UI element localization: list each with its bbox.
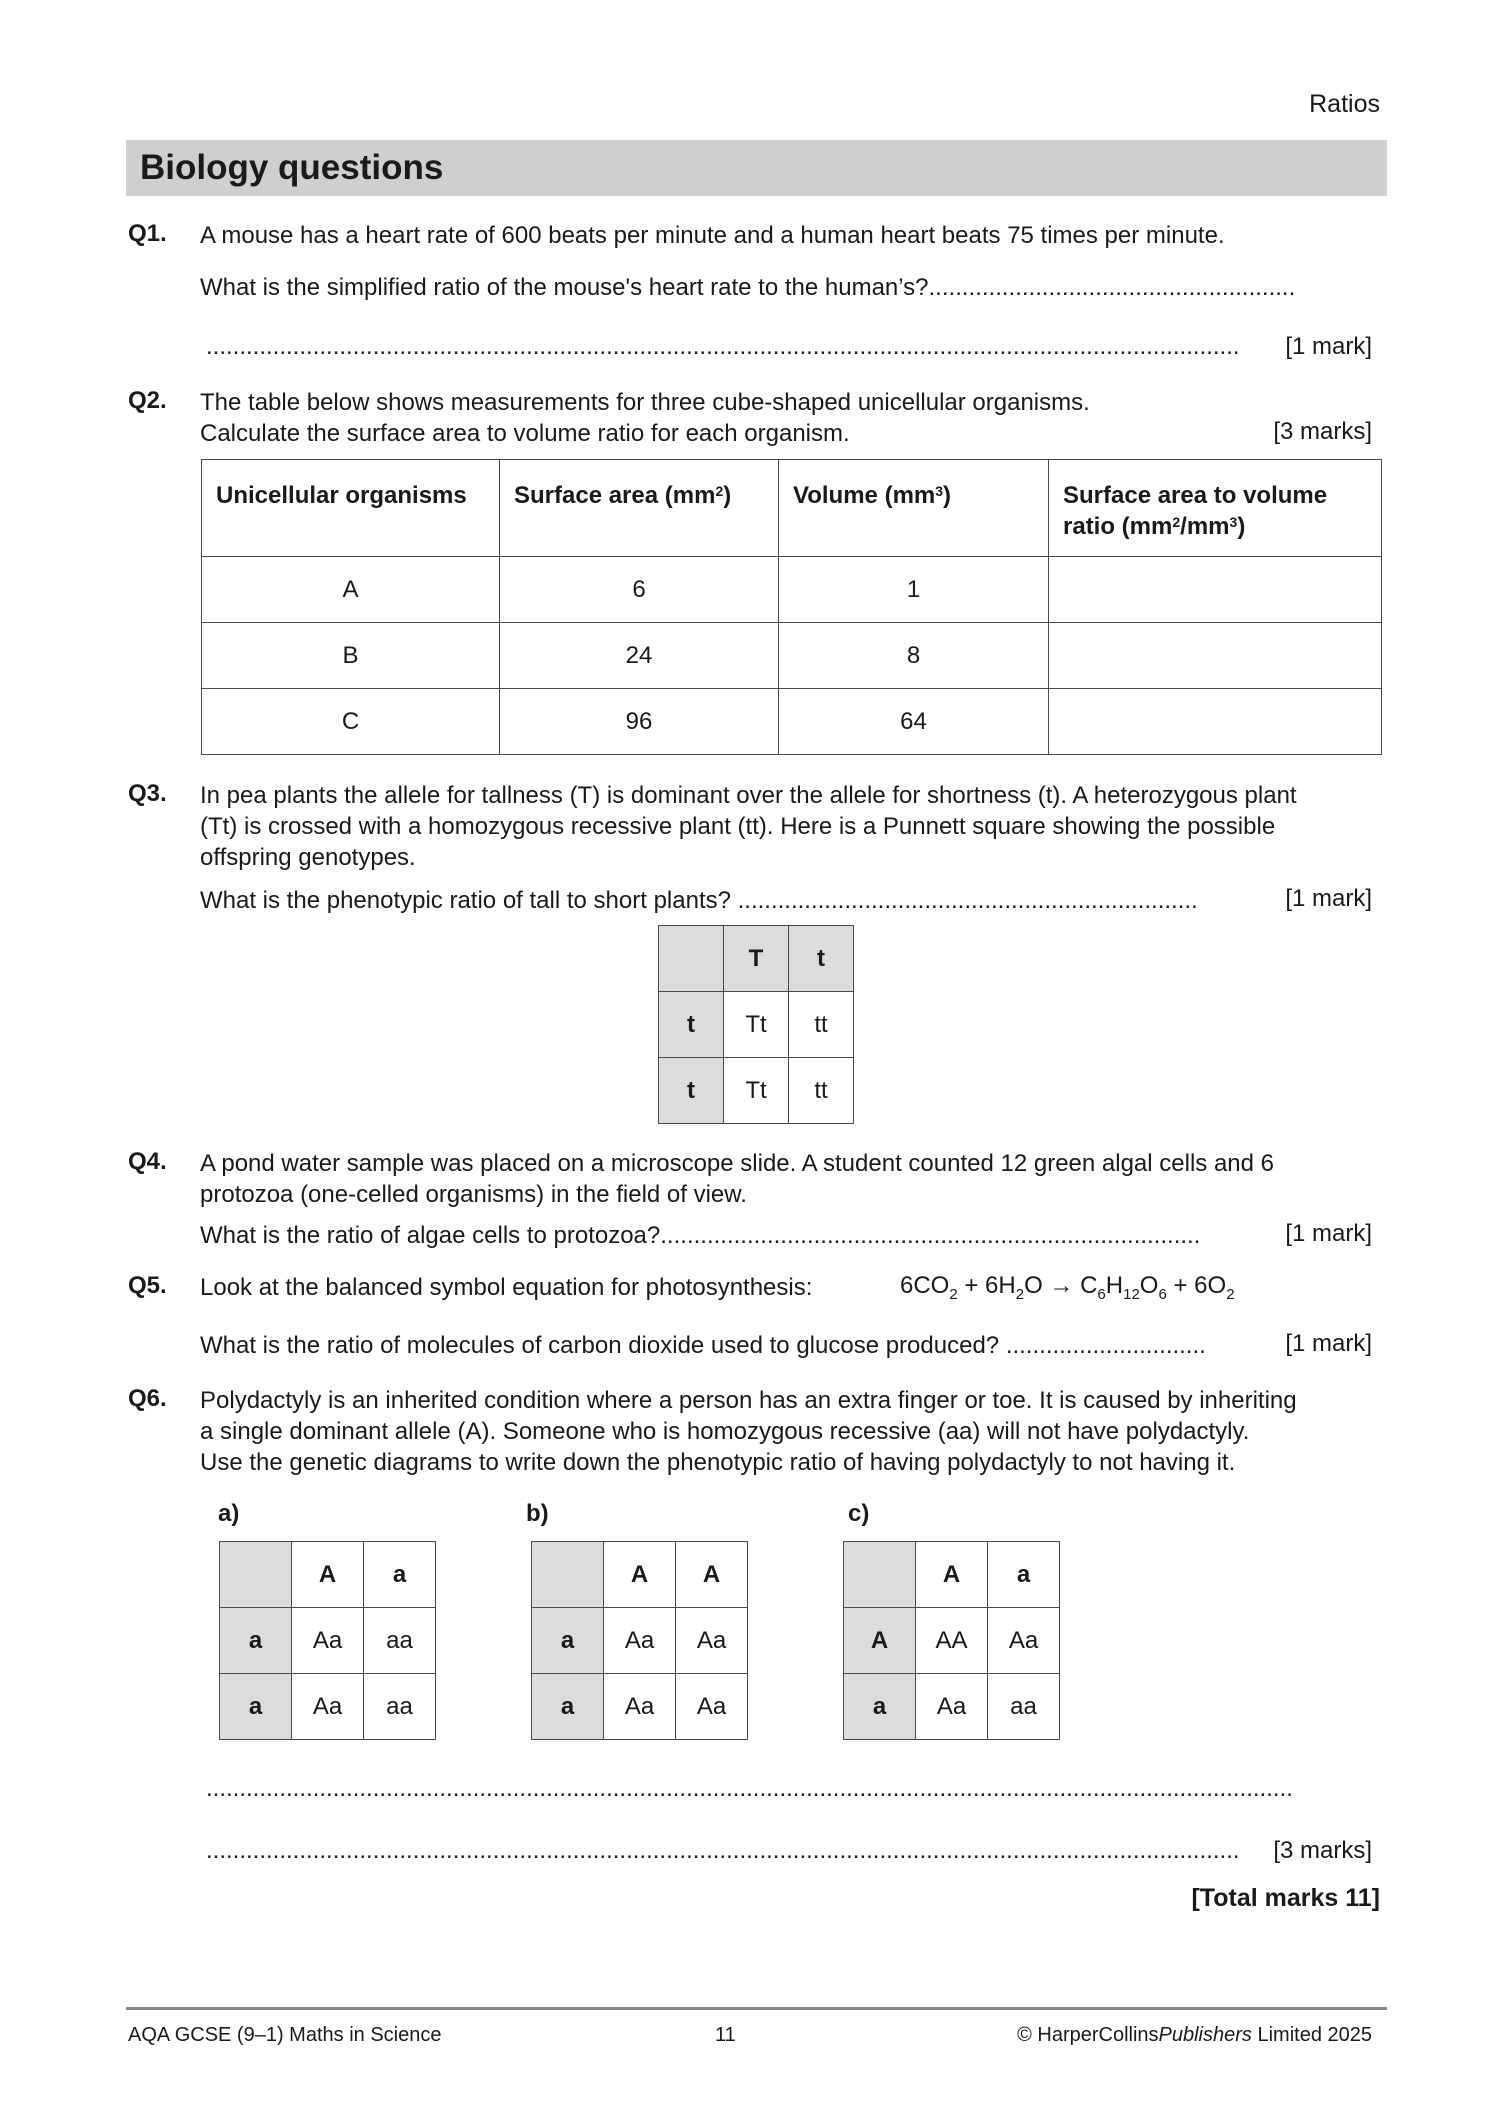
cell-surface-area: 6: [500, 557, 779, 623]
table-row: [202, 557, 1382, 623]
section-tag: Ratios: [1309, 90, 1380, 118]
punnett-cell: tt: [789, 992, 854, 1058]
punnett-col-header: A: [604, 1542, 676, 1608]
punnett-cell: aa: [364, 1608, 436, 1674]
punnett-cell: Aa: [988, 1608, 1060, 1674]
punnett-cell: Aa: [292, 1674, 364, 1740]
cell-volume: 8: [779, 623, 1049, 689]
punnett-corner: [844, 1542, 916, 1608]
punnett-cell: Aa: [916, 1674, 988, 1740]
cell-ratio-answer[interactable]: [1049, 689, 1382, 755]
title-bar: [126, 140, 1387, 196]
q3-line1: In pea plants the allele for tallness (T) is dominant over the allele for shortness (t). A heterozygous plant: [200, 782, 1297, 809]
punnett-row-header: a: [220, 1608, 292, 1674]
diagram-a-label: a): [218, 1500, 240, 1527]
punnett-row-header: t: [659, 1058, 724, 1124]
q4-mark: [1 mark]: [1285, 1220, 1372, 1247]
q4-line1: A pond water sample was placed on a microscope slide. A student counted 12 green algal cells and 6: [200, 1150, 1275, 1177]
q4-line2: protozoa (one-celled organisms) in the field of view.: [200, 1181, 747, 1208]
punnett-cell: Aa: [676, 1608, 748, 1674]
punnett-col-header: A: [292, 1542, 364, 1608]
punnett-cell: Aa: [292, 1608, 364, 1674]
punnett-cell: AA: [916, 1608, 988, 1674]
col-header-organisms: Unicellular organisms: [202, 460, 500, 557]
punnett-row-header: a: [532, 1608, 604, 1674]
q3-question-text: What is the phenotypic ratio of tall to short plants?: [200, 887, 731, 914]
cell-volume: 64: [779, 689, 1049, 755]
total-marks: [Total marks 11]: [1191, 1884, 1380, 1912]
q3-punnett-square: [658, 925, 854, 1124]
q5-question: [200, 1330, 1206, 1361]
page-number: 11: [715, 2024, 736, 2046]
punnett-cell: aa: [988, 1674, 1060, 1740]
punnett-row-header: a: [844, 1674, 916, 1740]
q5-question-text: What is the ratio of molecules of carbon dioxide used to glucose produced?: [200, 1332, 1000, 1359]
q6-text: [200, 1385, 1297, 1478]
punnett-corner: [220, 1542, 292, 1608]
q6-answer-line-2: ...........................................................................................................................................................: [206, 1837, 1240, 1864]
cell-ratio-answer[interactable]: [1049, 557, 1382, 623]
table-row: [202, 623, 1382, 689]
punnett-cell: Aa: [604, 1674, 676, 1740]
cell-organism: C: [202, 689, 500, 755]
table-header-row: [202, 460, 1382, 557]
footer-book-title: AQA GCSE (9–1) Maths in Science: [128, 2024, 442, 2046]
q6-line2: a single dominant allele (A). Someone who is homozygous recessive (aa) will not have polydactyly.: [200, 1418, 1250, 1445]
genetic-diagram-b: [531, 1541, 748, 1740]
punnett-cell: Aa: [676, 1674, 748, 1740]
q1-number: Q1.: [128, 220, 167, 247]
diagram-b-label: b): [526, 1500, 549, 1527]
q5-text: Look at the balanced symbol equation for photosynthesis:: [200, 1274, 813, 1301]
q3-number: Q3.: [128, 780, 167, 807]
q1-answer-line: ...........................................................................................................................................................: [206, 333, 1240, 360]
table-row: [202, 689, 1382, 755]
q1-text: A mouse has a heart rate of 600 beats per minute and a human heart beats 75 times per minute.: [200, 222, 1225, 249]
q5-mark: [1 mark]: [1285, 1330, 1372, 1357]
q5-number: Q5.: [128, 1272, 167, 1299]
punnett-corner: [532, 1542, 604, 1608]
punnett-cell: Tt: [724, 992, 789, 1058]
diagram-c-label: c): [848, 1500, 870, 1527]
genetic-diagram-c: [843, 1541, 1060, 1740]
q5-answer-dots: ..............................: [1005, 1332, 1206, 1359]
q1-mark: [1 mark]: [1285, 333, 1372, 360]
q1-question: [200, 272, 1295, 303]
punnett-col-header: A: [916, 1542, 988, 1608]
q6-answer-line-1: ...................................................................................................................................................................: [206, 1775, 1293, 1802]
col-header-surface-area: Surface area $(mm^2)$: [500, 460, 779, 557]
q3-answer-dots: .....................................................................: [737, 887, 1198, 914]
q3-text: [200, 780, 1297, 873]
q4-question-text: What is the ratio of algae cells to protozoa?: [200, 1222, 661, 1249]
q3-mark: [1 mark]: [1285, 885, 1372, 912]
punnett-row-header: a: [532, 1674, 604, 1740]
col-header-ratio: Surface area to volume ratio $(mm^2/mm^3)$: [1049, 460, 1382, 557]
q3-line3: offspring genotypes.: [200, 844, 416, 871]
punnett-row-header: A: [844, 1608, 916, 1674]
q2-number: Q2.: [128, 387, 167, 414]
punnett-col-header: a: [364, 1542, 436, 1608]
q1-question-text: What is the simplified ratio of the mouse's heart rate to the human’s?: [200, 274, 929, 301]
cell-ratio-answer[interactable]: [1049, 623, 1382, 689]
punnett-row-header: a: [220, 1674, 292, 1740]
punnett-col-header: a: [988, 1542, 1060, 1608]
cell-organism: A: [202, 557, 500, 623]
punnett-col-header: T: [724, 926, 789, 992]
footer-copyright: © HarperCollinsPublishers Limited 2025: [1017, 2024, 1372, 2046]
cell-surface-area: 96: [500, 689, 779, 755]
q6-line3: Use the genetic diagrams to write down the phenotypic ratio of having polydactyly to not having it.: [200, 1449, 1236, 1476]
punnett-cell: tt: [789, 1058, 854, 1124]
footer-divider: [126, 2007, 1387, 2010]
q2-text: [200, 387, 1090, 449]
cell-organism: B: [202, 623, 500, 689]
page-title: Biology questions: [140, 148, 444, 187]
cell-surface-area: 24: [500, 623, 779, 689]
punnett-col-header: A: [676, 1542, 748, 1608]
q2-line1: The table below shows measurements for three cube-shaped unicellular organisms.: [200, 389, 1090, 416]
q2-line2: Calculate the surface area to volume ratio for each organism.: [200, 420, 850, 447]
q4-answer-dots: .................................................................................: [660, 1222, 1201, 1249]
punnett-cell: Aa: [604, 1608, 676, 1674]
cell-volume: 1: [779, 557, 1049, 623]
q3-question: [200, 885, 1198, 916]
q6-mark: [3 marks]: [1273, 1837, 1372, 1864]
genetic-diagram-a: [219, 1541, 436, 1740]
punnett-cell: aa: [364, 1674, 436, 1740]
punnett-row-header: t: [659, 992, 724, 1058]
col-header-volume: Volume $(mm^3)$: [779, 460, 1049, 557]
q4-number: Q4.: [128, 1148, 167, 1175]
q1-answer-dots: .......................................................: [928, 274, 1296, 301]
punnett-corner: [659, 926, 724, 992]
punnett-cell: Tt: [724, 1058, 789, 1124]
measurements-table: [201, 459, 1382, 755]
punnett-col-header: t: [789, 926, 854, 992]
q6-number: Q6.: [128, 1385, 167, 1412]
q4-question: [200, 1220, 1200, 1251]
photosynthesis-equation: $6CO_2 + 6H_2O \to C_6H_{12}O_6 + 6O_2$: [900, 1272, 1235, 1303]
q4-text: [200, 1148, 1274, 1210]
q3-line2: (Tt) is crossed with a homozygous recessive plant (tt). Here is a Punnett square showing the possible: [200, 813, 1276, 840]
q2-mark: [3 marks]: [1273, 418, 1372, 445]
q6-line1: Polydactyly is an inherited condition where a person has an extra finger or toe. It is caused by inheriting: [200, 1387, 1297, 1414]
